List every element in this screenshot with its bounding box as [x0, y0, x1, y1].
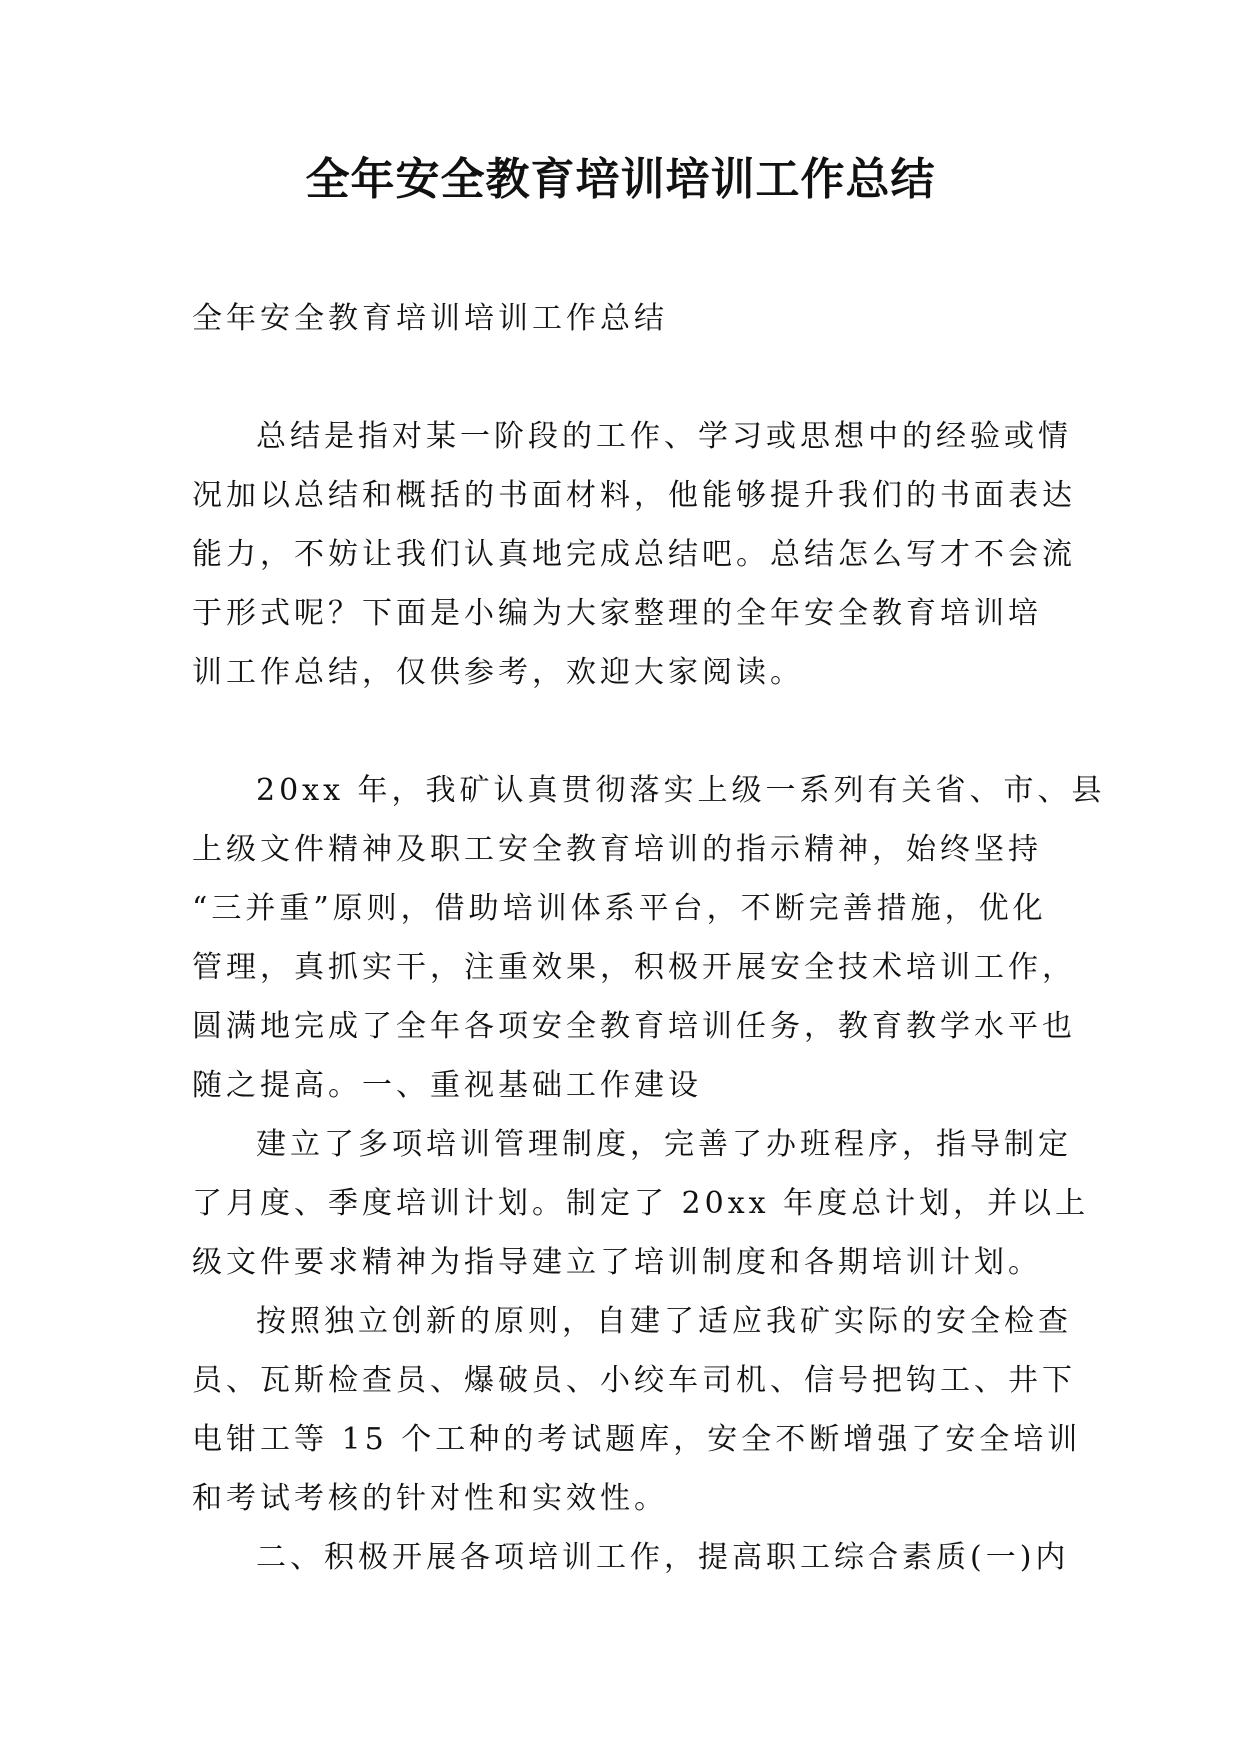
management-paragraph-line: 级文件要求精神为指导建立了培训制度和各期培训计划。	[192, 1245, 1042, 1280]
summary-paragraph-line: “三并重”原则，借助培训体系平台，不断完善措施，优化	[192, 891, 1047, 926]
paragraph-gap	[192, 348, 1072, 407]
summary-paragraph-line: 随之提高。一、重视基础工作建设	[192, 1068, 702, 1103]
question-bank-paragraph-line: 和考试考核的针对性和实效性。	[192, 1481, 668, 1516]
subtitle-line: 全年安全教育培训培训工作总结	[192, 301, 668, 336]
section-two-heading-line: 二、积极开展各项培训工作，提高职工综合素质(一)内	[256, 1540, 1070, 1575]
question-bank-paragraph-line: 电钳工等 15 个工种的考试题库，安全不断增强了安全培训	[192, 1422, 1082, 1457]
intro-paragraph-line: 于形式呢？下面是小编为大家整理的全年安全教育培训培	[192, 596, 1042, 631]
summary-paragraph-line: 上级文件精神及职工安全教育培训的指示精神，始终坚持	[192, 832, 1042, 867]
management-paragraph-line: 建立了多项培训管理制度，完善了办班程序，指导制定	[256, 1127, 1072, 1162]
intro-paragraph-line: 训工作总结，仅供参考，欢迎大家阅读。	[192, 655, 804, 690]
summary-paragraph-line: 20xx 年，我矿认真贯彻落实上级一系列有关省、市、县	[256, 773, 1106, 808]
paragraph-gap	[192, 702, 1072, 761]
intro-paragraph-line: 能力，不妨让我们认真地完成总结吧。总结怎么写才不会流	[192, 537, 1076, 572]
summary-paragraph-line: 管理，真抓实干，注重效果，积极开展安全技术培训工作，	[192, 950, 1076, 985]
intro-paragraph-line: 总结是指对某一阶段的工作、学习或思想中的经验或情	[256, 419, 1072, 454]
intro-paragraph-line: 况加以总结和概括的书面材料，他能够提升我们的书面表达	[192, 478, 1076, 513]
document-title: 全年安全教育培训培训工作总结	[305, 154, 936, 205]
management-paragraph-line: 了月度、季度培训计划。制定了 20xx 年度总计划，并以上	[192, 1186, 1090, 1221]
question-bank-paragraph-line: 按照独立创新的原则，自建了适应我矿实际的安全检查	[256, 1304, 1072, 1339]
document-body	[192, 289, 1106, 1587]
question-bank-paragraph-line: 员、瓦斯检查员、爆破员、小绞车司机、信号把钩工、井下	[192, 1363, 1076, 1398]
summary-paragraph-line: 圆满地完成了全年各项安全教育培训任务，教育教学水平也	[192, 1009, 1076, 1044]
